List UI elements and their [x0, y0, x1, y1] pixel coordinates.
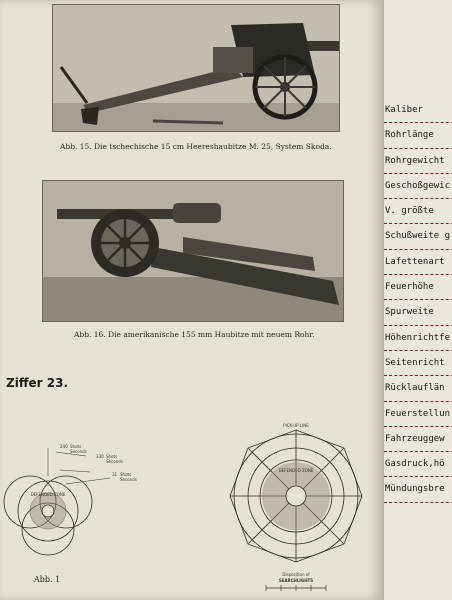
figure-15-caption: Abb. 15. Die tschechische 15 cm Heereshaubitze M. 25, System Skoda. [60, 142, 332, 151]
shots-note-2-unit: Shots [106, 454, 118, 459]
disposition-caption-line2: SEARCHLIGHTS [278, 578, 314, 583]
section-heading: Ziffer 23. [6, 376, 69, 390]
shots-note-2-count: 330 [96, 454, 104, 459]
pickup-line-label: PICK-UP LINE [283, 423, 309, 428]
spec-label: V. größte [384, 199, 452, 224]
spec-label: Rohrlänge [384, 123, 452, 148]
spec-label: Mündungsbre [384, 477, 452, 502]
spec-label: Fahrzeuggew [384, 427, 452, 452]
defended-zone-label-right: DEFENDED ZONE [278, 468, 314, 473]
shots-note-3-count: 31 [112, 472, 118, 477]
shots-note-1-time: Seconds [70, 449, 87, 454]
defended-zone-label-left: DEFENDED ZONE [30, 492, 66, 497]
shots-note-3-unit: Shots [120, 472, 132, 477]
howitzer-photo-15 [52, 4, 340, 132]
searchlight-disposition-diagram [226, 420, 366, 600]
spec-label: Gasdruck,hö [384, 452, 452, 477]
disposition-caption-line1: Disposition of [282, 572, 310, 577]
spec-label: Rücklauflän [384, 376, 452, 401]
howitzer-photo-16 [42, 180, 344, 322]
right-book-page [382, 0, 452, 600]
spec-label: Lafettenart [384, 250, 452, 275]
spec-label: Schußweite g [384, 224, 452, 249]
shots-note-2-time: Seconds [106, 459, 123, 464]
spec-label: Kaliber [384, 98, 452, 123]
shots-note-1-count: 240 [60, 444, 68, 449]
figure-16-caption: Abb. 16. Die amerikanische 155 mm Haubitze mit neuem Rohr. [74, 330, 315, 339]
spec-label-list [384, 98, 452, 503]
spec-label: Geschoßgewic [384, 174, 452, 199]
spec-label: Rohrgewicht [384, 149, 452, 174]
defended-zone-diagram [0, 436, 160, 571]
spec-label: Höhenrichtfe [384, 326, 452, 351]
spec-label: Spurweite [384, 300, 452, 325]
shots-note-3-time: Seconds [120, 477, 137, 482]
spec-label: Feuerhöhe [384, 275, 452, 300]
shots-note-1-unit: Shots [70, 444, 82, 449]
spec-label: Feuerstellun [384, 402, 452, 427]
figure-1-caption: Abb. 1 [34, 575, 61, 584]
spec-label: Seitenricht [384, 351, 452, 376]
